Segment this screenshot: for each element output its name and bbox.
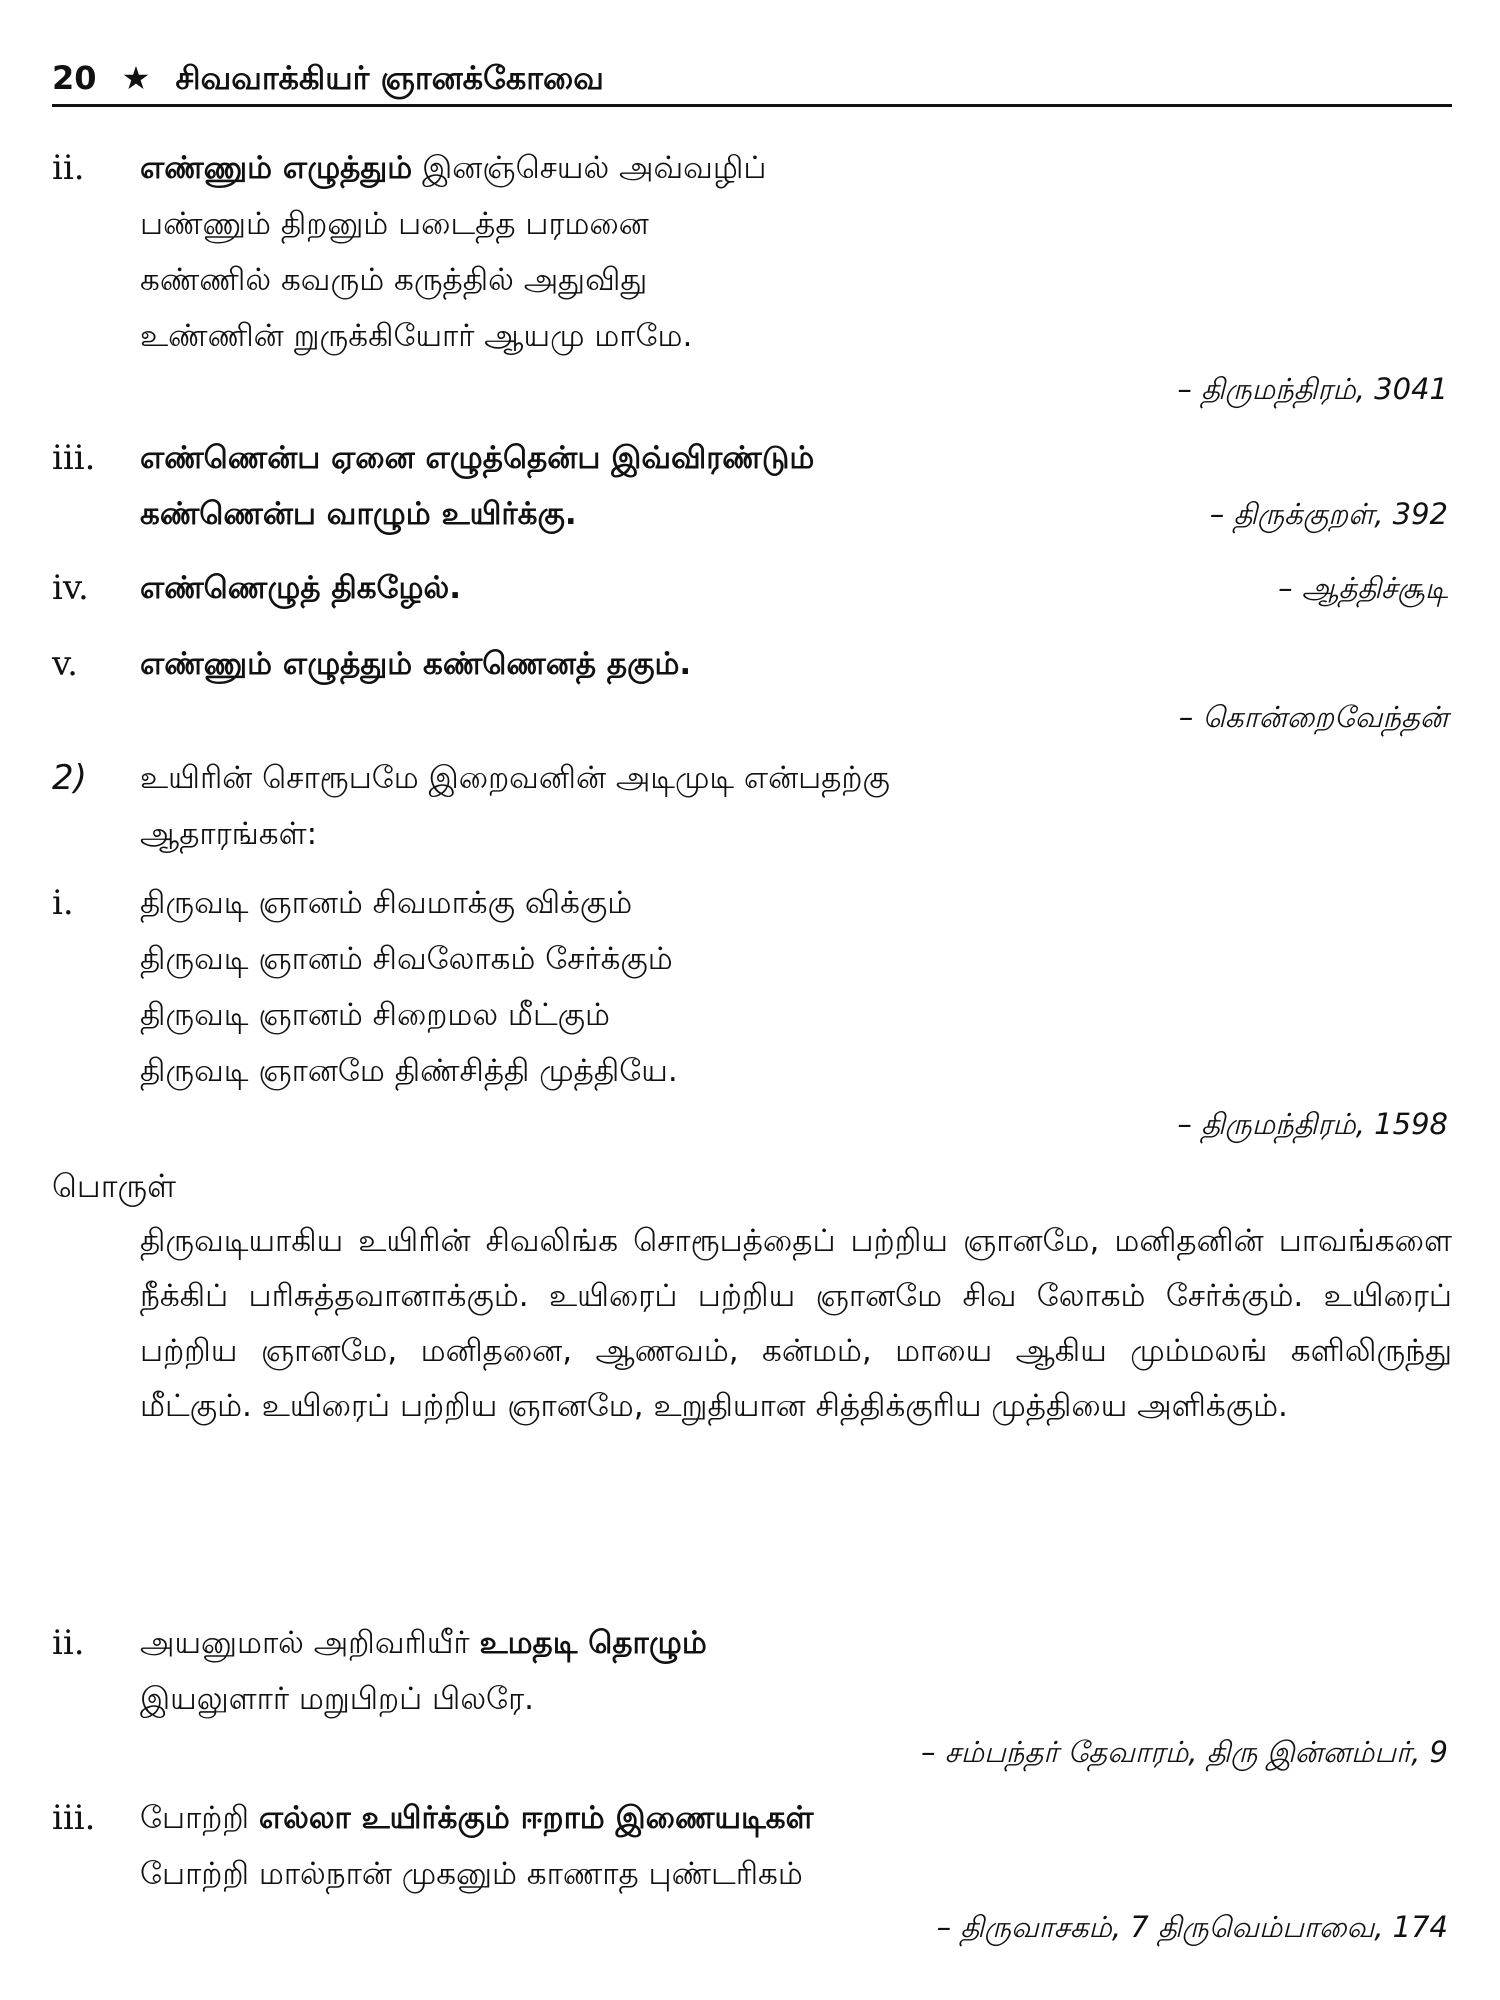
verse-plain: போற்றி [140, 1800, 259, 1836]
star-icon: ★ [121, 59, 151, 97]
verse-line [52, 1615, 1452, 1671]
verse-line [52, 1790, 1452, 1846]
verse-line: கண்ணில் கவரும் கருத்தில் அதுவிது [140, 262, 648, 298]
citation: – சம்பந்தர் தேவாரம், திரு இன்னம்பர், 9 [921, 1735, 1448, 1769]
item-number: i. [52, 883, 74, 923]
verse [52, 875, 1452, 1099]
section-2 [52, 750, 1452, 862]
book-title: சிவவாக்கியர் ஞானக்கோவை [175, 59, 604, 97]
citation: – திருவாசகம், 7 திருவெம்பாவை, 174 [936, 1910, 1448, 1944]
verse-line: எண்ணும் எழுத்தும் கண்ணெனத் தகும். [140, 646, 692, 682]
quote-iii-thiruvasagam [52, 1790, 1452, 1952]
item-number: iii. [52, 438, 96, 478]
verse-line: திருவடி ஞானமே திண்சித்தி முத்தியே. [140, 1053, 678, 1089]
verse-bold: எல்லா உயிர்க்கும் ஈறாம் இணையடிகள் [258, 1800, 814, 1836]
verse-bold: எண்ணும் எழுத்தும் [140, 150, 413, 186]
section-heading [52, 750, 1452, 862]
verse [52, 1790, 1452, 1902]
verse [52, 636, 1452, 692]
verse-line: திருவடி ஞானம் சிவமாக்கு விக்கும் [140, 885, 633, 921]
verse [52, 430, 1452, 542]
verse-line: போற்றி மால்நான் முகனும் காணாத புண்டரிகம் [140, 1856, 803, 1892]
verse [52, 140, 1452, 364]
section-line: ஆதாரங்கள்: [140, 816, 318, 852]
item-number: iii. [52, 1798, 96, 1838]
citation: – திருமந்திரம், 1598 [1177, 1107, 1448, 1141]
quote-iv-aathichoodi [52, 560, 1452, 616]
meaning-section [52, 1158, 1452, 1434]
verse [52, 1615, 1452, 1727]
quote-i-thirumanthiram [52, 875, 1452, 1149]
verse-line: திருவடி ஞானம் சிவலோகம் சேர்க்கும் [140, 941, 673, 977]
verse-rest: இனஞ்செயல் அவ்வழிப் [412, 150, 767, 186]
header-rule [52, 104, 1452, 107]
quote-ii-thirumanthiram [52, 140, 1452, 414]
verse-line: இயலுளார் மறுபிறப் பிலரே. [140, 1681, 534, 1717]
verse-plain: அயனுமால் அறிவரியீர் [140, 1625, 480, 1661]
quote-ii-thevaram [52, 1615, 1452, 1777]
item-number: iv. [52, 568, 89, 608]
meaning-heading: பொருள் [52, 1167, 176, 1205]
verse-line: எண்ணெழுத் திகழேல். [140, 570, 462, 606]
verse-line: பண்ணும் திறனும் படைத்த பரமனை [140, 206, 649, 242]
meaning-paragraph: திருவடியாகிய உயிரின் சிவலிங்க சொரூபத்தைப் பற்றிய ஞானமே, மனிதனின் பாவங்களை நீக்கிப் பரிசுத்தவானாக்கும். உயிரைப் பற்றிய ஞானமே சிவ லோகம் சேர்க்கும். உயிரைப் பற்றிய ஞானமே, மனிதனை, ஆணவம், கன்மம், மாயை ஆகிய மும்மலங் களிலிருந்து மீட்கும். உயிரைப் பற்றிய ஞானமே, உறுதியான சித்திக்குரிய முத்தியை அளிக்கும். [140, 1223, 1452, 1424]
verse-line: திருவடி ஞானம் சிறைமல மீட்கும் [140, 997, 610, 1033]
quote-v-kondraivendhan [52, 636, 1452, 742]
verse-line [52, 140, 1452, 196]
verse-line: உண்ணின் றுருக்கியோர் ஆயமு மாமே. [140, 318, 693, 354]
quote-iii-thirukkural [52, 430, 1452, 542]
citation: – திருமந்திரம், 3041 [1177, 372, 1448, 406]
citation: – ஆத்திச்சூடி [1278, 571, 1448, 605]
verse-line: கண்ணென்ப வாழும் உயிர்க்கு. [140, 496, 577, 532]
verse-line: எண்ணென்ப ஏனை எழுத்தென்ப இவ்விரண்டும் [140, 440, 815, 476]
verse-line-with-citation [52, 486, 1452, 542]
verse-bold: உமதடி தொழும் [479, 1625, 707, 1661]
verse [52, 560, 1452, 616]
section-number: 2) [52, 758, 87, 798]
item-number: v. [52, 644, 78, 684]
running-header [52, 50, 1452, 106]
section-line: உயிரின் சொரூபமே இறைவனின் அடிமுடி என்பதற்கு [140, 760, 890, 796]
item-number: ii. [52, 1623, 85, 1663]
page-number: 20 [52, 59, 97, 97]
item-number: ii. [52, 148, 85, 188]
citation: – திருக்குறள், 392 [1209, 497, 1448, 531]
citation: – கொன்றைவேந்தன் [1178, 700, 1448, 734]
